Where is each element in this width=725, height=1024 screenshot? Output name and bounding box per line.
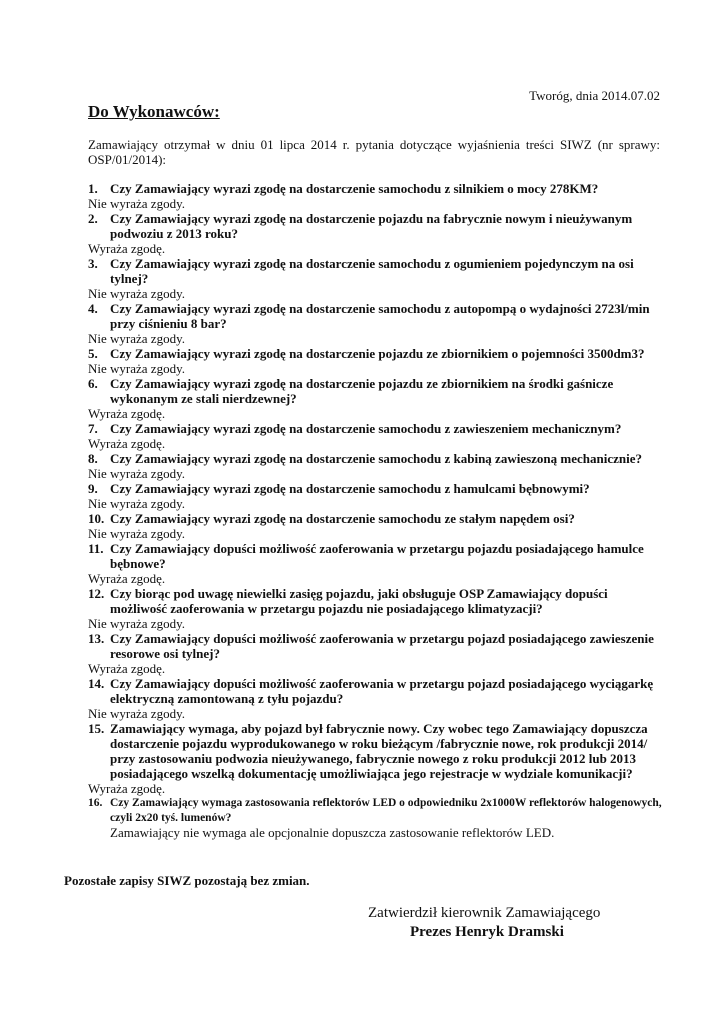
approver-name: Prezes Henryk Dramski [410,924,564,940]
answer-text: Nie wyraża zgody. [88,286,185,301]
question-number: 14. [88,676,105,691]
list-item [88,346,663,376]
question-text: 4. Czy Zamawiający wyrazi zgodę na dostarczenie samochodu z autopompą o wydajności 2723l/min przy ciśnieniu 8 bar? [88,301,650,331]
list-item [88,451,663,481]
question-text: 2. Czy Zamawiający wyrazi zgodę na dostarczenie pojazdu na fabrycznie nowym i nieużywanym podwoziu z 2013 roku? [88,211,633,241]
answer-text: Wyraża zgodę. [88,436,166,451]
answer-text: Zamawiający nie wymaga ale opcjonalnie dopuszcza zastosowanie reflektorów LED. [110,825,555,840]
question-number: 13. [88,631,105,646]
question-text: 12. Czy biorąc pod uwagę niewielki zasięg pojazdu, jaki obsługuje OSP Zamawiający dopuści możliwość zaoferowania w przetargu pojazdu nie posiadającego klimatyzacji? [88,586,608,616]
question-text: 8. Czy Zamawiający wyrazi zgodę na dostarczenie samochodu z kabiną zawieszoną mechanicznie? [88,451,642,466]
answer-text: Nie wyraża zgody. [88,361,185,376]
question-number: 10. [88,511,105,526]
page-title: Do Wykonawców: [88,102,220,121]
approval-block [368,904,600,942]
list-item [88,511,663,541]
question-number: 6. [88,376,98,391]
question-text: 14. Czy Zamawiający dopuści możliwość zaoferowania w przetargu pojazd posiadającego wyciągarkę elektryczną zamontowaną z tyłu pojazdu? [88,676,654,706]
question-text: 10. Czy Zamawiający wyrazi zgodę na dostarczenie samochodu ze stałym napędem osi? [88,511,575,526]
list-item [88,631,663,676]
question-number: 2. [88,211,98,226]
question-number: 9. [88,481,98,496]
list-item [88,421,663,451]
answer-text: Nie wyraża zgody. [88,706,185,721]
question-text: 15. Zamawiający wymaga, aby pojazd był fabrycznie nowy. Czy wobec tego Zamawiający dopuszcza dostarczenie pojazdu wyprodukowanego w roku bieżącym /fabrycznie nowe, rok produkcji 2014/ przy zastosowaniu podwozia nieużywanego, fabrycznie nowego z roku produkcji 2012 lub 2013 posiadającego wszelką dokumentację umożliwiająca jego rejestracje w wydziale komunikacji? [88,721,648,781]
closing-note: Pozostałe zapisy SIWZ pozostają bez zmian. [64,873,310,888]
question-text: 11. Czy Zamawiający dopuści możliwość zaoferowania w przetargu pojazdu posiadającego hamulce bębnowe? [88,541,644,571]
answer-text: Nie wyraża zgody. [88,196,185,211]
questions-list [88,181,663,840]
question-number: 16. [88,797,103,809]
answer-text: Wyraża zgodę. [88,571,166,586]
approval-line: Zatwierdził kierownik Zamawiającego [368,905,601,921]
list-item [88,481,663,511]
answer-text: Nie wyraża zgody. [88,526,185,541]
question-text: 3. Czy Zamawiający wyrazi zgodę na dostarczenie samochodu z ogumieniem pojedynczym na osi tylnej? [88,256,634,286]
question-text: 9. Czy Zamawiający wyrazi zgodę na dostarczenie samochodu z hamulcami bębnowymi? [88,481,590,496]
answer-text: Wyraża zgodę. [88,781,166,796]
question-number: 1. [88,181,98,196]
question-text: 1. Czy Zamawiający wyrazi zgodę na dostarczenie samochodu z silnikiem o mocy 278KM? [88,181,599,196]
answer-text: Wyraża zgodę. [88,241,166,256]
question-number: 12. [88,586,105,601]
list-item [88,256,663,301]
list-item [88,796,663,840]
answer-text: Nie wyraża zgody. [88,331,185,346]
question-number: 5. [88,346,98,361]
question-text: 5. Czy Zamawiający wyrazi zgodę na dostarczenie pojazdu ze zbiornikiem o pojemności 3500dm3? [88,346,645,361]
intro-paragraph: Zamawiający otrzymał w dniu 01 lipca 2014 r. pytania dotyczące wyjaśnienia treści SIWZ (nr sprawy: OSP/01/2014): [88,137,660,167]
list-item [88,676,663,721]
answer-text: Nie wyraża zgody. [88,616,185,631]
question-text: 7. Czy Zamawiający wyrazi zgodę na dostarczenie samochodu z zawieszeniem mechanicznym? [88,421,622,436]
question-number: 3. [88,256,98,271]
list-item [88,541,663,586]
question-number: 8. [88,451,98,466]
list-item [88,721,663,796]
answer-text: Nie wyraża zgody. [88,496,185,511]
list-item [88,586,663,631]
answer-text: Wyraża zgodę. [88,406,166,421]
question-number: 11. [88,541,104,556]
question-text: 6. Czy Zamawiający wyrazi zgodę na dostarczenie pojazdu ze zbiornikiem na środki gaśnicze wykonanym ze stali nierdzewnej? [88,376,614,406]
question-number: 15. [88,721,105,736]
list-item [88,181,663,211]
answer-text: Nie wyraża zgody. [88,466,185,481]
list-item [88,376,663,421]
question-text: 16. Czy Zamawiający wymaga zastosowania reflektorów LED o odpowiedniku 2x1000W reflektorów halogenowych, czyli 2x20 tyś. lumenów? [88,797,662,824]
date-line: Tworóg, dnia 2014.07.02 [529,88,660,103]
question-number: 4. [88,301,98,316]
list-item [88,301,663,346]
question-number: 7. [88,421,98,436]
question-text: 13. Czy Zamawiający dopuści możliwość zaoferowania w przetargu pojazd posiadającego zawieszenie resorowe osi tylnej? [88,631,654,661]
answer-text: Wyraża zgodę. [88,661,166,676]
list-item [88,211,663,256]
